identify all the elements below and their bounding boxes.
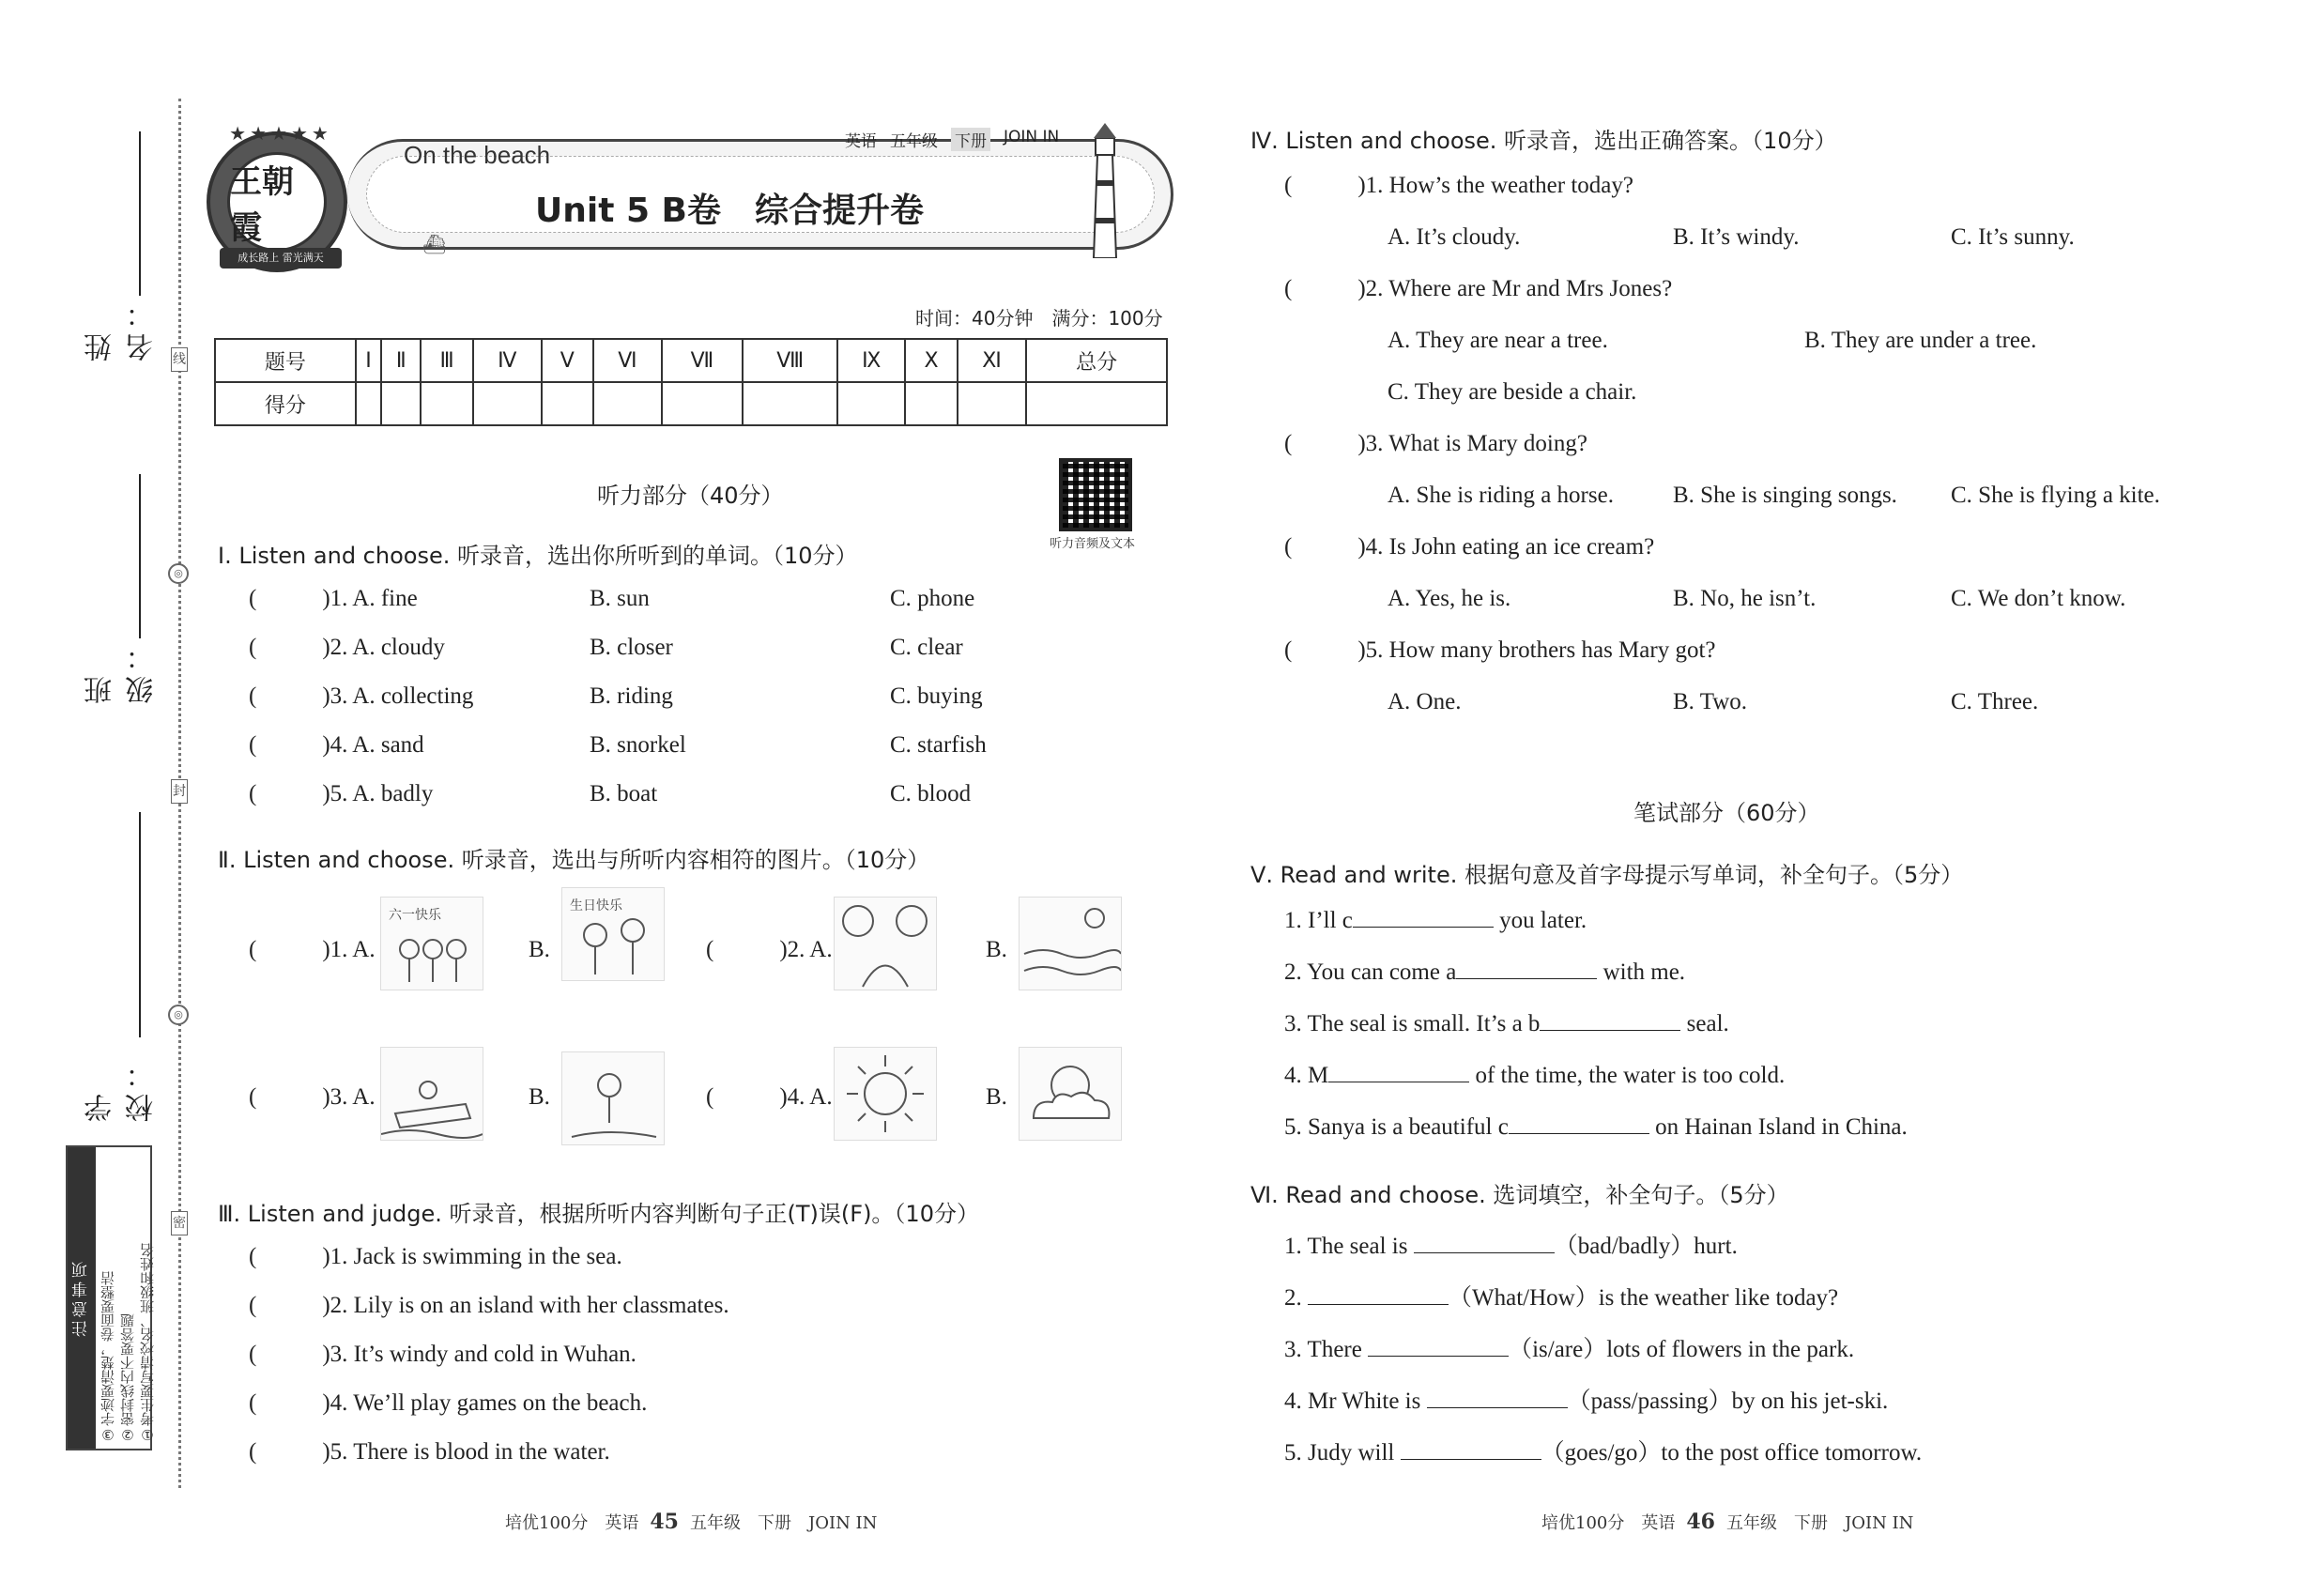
option-b: B. No, he isn’t. bbox=[1673, 586, 1817, 611]
seal-mark-secret: 密 bbox=[171, 1211, 188, 1235]
list-item: ( )5. How many brothers has Mary got? bbox=[1284, 637, 1716, 663]
score-cell-header: Ⅸ bbox=[837, 339, 905, 382]
option-b: B. They are under a tree. bbox=[1804, 328, 2037, 353]
score-cell-header: Ⅴ bbox=[542, 339, 594, 382]
section-1-title: Ⅰ. Listen and choose. 听录音，选出你所听到的单词。（10分） bbox=[218, 543, 858, 569]
score-cell-header: Ⅱ bbox=[381, 339, 421, 382]
list-item: ( )1. How’s the weather today? bbox=[1284, 173, 1633, 198]
list-item: 4. Mr White is （pass/passing）by on his jet-ski. bbox=[1284, 1389, 1889, 1414]
option-c: C. buying bbox=[890, 683, 983, 709]
option-a: A. It’s cloudy. bbox=[1388, 224, 1521, 250]
notice-line: ②密封线内不要答题 bbox=[119, 1313, 136, 1443]
fill-blank[interactable] bbox=[1414, 1233, 1555, 1253]
school-input-line[interactable] bbox=[139, 812, 141, 1037]
page-number: 46 bbox=[1686, 1510, 1715, 1534]
notice-line: ①考生要写清校名、班级和姓名 bbox=[139, 1243, 156, 1443]
option-c: C. starfish bbox=[890, 732, 987, 758]
name-label: 姓名： bbox=[84, 294, 159, 361]
publisher-logo bbox=[207, 124, 347, 272]
score-row-label: 得分 bbox=[215, 382, 356, 425]
score-input-cell[interactable] bbox=[1026, 382, 1167, 425]
ship-icon: ⛴ bbox=[422, 235, 447, 255]
list-item: 3. There （is/are）lots of flowers in the park. bbox=[1284, 1337, 1855, 1362]
score-cell-header: Ⅲ bbox=[421, 339, 473, 382]
list-item: ( )2. Where are Mr and Mrs Jones? bbox=[1284, 276, 1673, 301]
option-c: C. They are beside a chair. bbox=[1388, 379, 1637, 405]
logo-ribbon: 成长路上 雷光满天 bbox=[220, 248, 342, 269]
picture-boy-beach[interactable] bbox=[561, 1051, 665, 1145]
seal-mark-seal: 封 bbox=[171, 779, 188, 804]
page-footer-right: 培优100分 英语 46 五年级 下册 JOIN IN bbox=[1541, 1510, 1914, 1534]
list-item: ( )1. Jack is swimming in the sea. bbox=[249, 1244, 622, 1269]
notice-title: 注意事项 bbox=[68, 1147, 96, 1449]
list-item: ( )4. A. sand bbox=[249, 732, 424, 758]
score-input-cell[interactable] bbox=[743, 382, 837, 425]
score-cell-header: 题号 bbox=[215, 339, 356, 382]
page-footer-left: 培优100分 英语 45 五年级 下册 JOIN IN bbox=[505, 1510, 878, 1534]
logo-text: 王朝霞 bbox=[227, 152, 327, 252]
list-item: ( )2. Lily is on an island with her classmates. bbox=[249, 1293, 729, 1318]
list-item: ( )4. Is John eating an ice cream? bbox=[1284, 534, 1655, 560]
lighthouse-icon bbox=[1084, 117, 1126, 258]
section-6-title: Ⅵ. Read and choose. 选词填空，补全句子。（5分） bbox=[1250, 1182, 1789, 1208]
binding-hole: ◎ bbox=[168, 1005, 189, 1025]
option-b: B. bbox=[529, 1084, 550, 1110]
tag-volume: 下册 bbox=[951, 128, 990, 151]
list-item: 1. The seal is （bad/badly）hurt. bbox=[1284, 1234, 1738, 1259]
score-cell-header: Ⅰ bbox=[356, 339, 382, 382]
sun-icon bbox=[835, 1048, 936, 1140]
list-item: ( )3. It’s windy and cold in Wuhan. bbox=[249, 1342, 636, 1367]
option-a: A. They are near a tree. bbox=[1388, 328, 1608, 353]
score-cell-header: Ⅷ bbox=[743, 339, 837, 382]
option-c: C. Three. bbox=[1951, 689, 2039, 714]
list-item: 1. I’ll c you later. bbox=[1284, 908, 1587, 933]
option-c: C. blood bbox=[890, 781, 972, 806]
option-b: B. bbox=[529, 937, 550, 962]
fill-blank[interactable] bbox=[1368, 1336, 1509, 1357]
page-title: Unit 5 B卷 综合提升卷 bbox=[535, 192, 924, 230]
option-a: A. Yes, he is. bbox=[1388, 586, 1511, 611]
picture-birthday[interactable]: 生日快乐 bbox=[561, 887, 665, 981]
score-table bbox=[214, 338, 1168, 426]
option-c: C. We don’t know. bbox=[1951, 586, 2126, 611]
score-input-cell[interactable] bbox=[542, 382, 594, 425]
score-input-cell[interactable] bbox=[473, 382, 542, 425]
binding-hole: ◎ bbox=[168, 563, 189, 584]
list-item: 5. Judy will （goes/go）to the post office tomorrow. bbox=[1284, 1440, 1923, 1466]
notice-box bbox=[66, 1145, 156, 1450]
score-input-cell[interactable] bbox=[593, 382, 662, 425]
option-b: B. bbox=[986, 1084, 1007, 1110]
tag-subject: 英语 bbox=[845, 132, 877, 151]
option-b: B. She is singing songs. bbox=[1673, 483, 1897, 508]
writing-part-title: 笔试部分（60分） bbox=[1633, 800, 1820, 826]
picture-sun-sea[interactable] bbox=[1019, 897, 1122, 990]
score-cell-header: Ⅹ bbox=[905, 339, 958, 382]
book-tags bbox=[845, 128, 1059, 151]
option-b: B. boat bbox=[590, 781, 658, 806]
qr-caption: 听力音频及文本 bbox=[1050, 537, 1136, 551]
page-number: 45 bbox=[650, 1510, 679, 1534]
listening-part-title: 听力部分（40分） bbox=[597, 483, 784, 509]
option-a: A. She is riding a horse. bbox=[1388, 483, 1614, 508]
fill-blank[interactable] bbox=[1509, 1113, 1649, 1134]
picture-children-day[interactable]: 六一快乐 bbox=[380, 897, 483, 990]
list-item: ( )3. What is Mary doing? bbox=[1284, 431, 1587, 456]
score-input-cell[interactable] bbox=[958, 382, 1026, 425]
picture-road-trees[interactable] bbox=[834, 897, 937, 990]
score-cell-header: Ⅵ bbox=[593, 339, 662, 382]
list-item: ( )4. We’ll play games on the beach. bbox=[249, 1390, 648, 1416]
list-item: 5. Sanya is a beautiful c on Hainan Island in China. bbox=[1284, 1114, 1908, 1140]
score-cell-header: 总分 bbox=[1026, 339, 1167, 382]
fill-blank[interactable] bbox=[1401, 1439, 1541, 1460]
fill-blank[interactable] bbox=[1308, 1284, 1449, 1305]
score-input-cell[interactable] bbox=[381, 382, 421, 425]
crown-icon: ★★★★★ bbox=[229, 124, 332, 145]
tag-grade: 五年级 bbox=[890, 132, 938, 151]
list-item: 4. M of the time, the water is too cold. bbox=[1284, 1063, 1786, 1088]
list-item: ( )4. A. bbox=[706, 1084, 833, 1110]
qr-code-icon[interactable] bbox=[1059, 458, 1132, 531]
option-c: C. It’s sunny. bbox=[1951, 224, 2075, 250]
list-item: ( )2. A. cloudy bbox=[249, 635, 445, 660]
score-table-score-row bbox=[215, 382, 1167, 425]
score-input-cell[interactable] bbox=[356, 382, 382, 425]
list-item: 2. （What/How）is the weather like today? bbox=[1284, 1285, 1839, 1311]
option-c: C. clear bbox=[890, 635, 963, 660]
section-5-title: Ⅴ. Read and write. 根据句意及首字母提示写单词，补全句子。（5分） bbox=[1250, 862, 1964, 888]
score-input-cell[interactable] bbox=[905, 382, 958, 425]
unit-topic: On the beach bbox=[404, 141, 551, 169]
option-c: C. She is flying a kite. bbox=[1951, 483, 2160, 508]
option-b: B. riding bbox=[590, 683, 673, 709]
fill-blank[interactable] bbox=[1328, 1062, 1469, 1082]
score-input-cell[interactable] bbox=[837, 382, 905, 425]
list-item: ( )1. A. fine bbox=[249, 586, 418, 611]
list-item: 3. The seal is small. It’s a b seal. bbox=[1284, 1011, 1729, 1036]
list-item: ( )3. A. collecting bbox=[249, 683, 474, 709]
list-item: ( )2. A. bbox=[706, 937, 833, 962]
option-c: C. phone bbox=[890, 586, 975, 611]
option-b: B. sun bbox=[590, 586, 650, 611]
name-input-line[interactable] bbox=[139, 131, 141, 296]
picture-sunny[interactable] bbox=[834, 1047, 937, 1141]
option-b: B. It’s windy. bbox=[1673, 224, 1800, 250]
score-table-header-row bbox=[215, 339, 1167, 382]
time-score-info: 时间：40分钟 满分：100分 bbox=[915, 307, 1163, 330]
fill-blank[interactable] bbox=[1540, 1010, 1680, 1031]
list-item: ( )1. A. bbox=[249, 937, 376, 962]
section-4-title: Ⅳ. Listen and choose. 听录音，选出正确答案。（10分） bbox=[1250, 128, 1837, 154]
picture-jet-ski[interactable] bbox=[380, 1047, 483, 1141]
fill-blank[interactable] bbox=[1353, 907, 1494, 928]
class-label: 班级： bbox=[84, 637, 159, 704]
option-b: B. closer bbox=[590, 635, 673, 660]
picture-cloudy[interactable] bbox=[1019, 1047, 1122, 1141]
section-2-title: Ⅱ. Listen and choose. 听录音，选出与所听内容相符的图片。（10分） bbox=[218, 847, 930, 873]
fill-blank[interactable] bbox=[1427, 1388, 1568, 1408]
header-banner bbox=[207, 122, 1173, 263]
cloud-icon bbox=[1020, 1048, 1121, 1140]
score-cell-header: Ⅶ bbox=[662, 339, 744, 382]
option-b: B. bbox=[986, 937, 1007, 962]
score-cell-header: Ⅳ bbox=[473, 339, 542, 382]
list-item: 2. You can come a with me. bbox=[1284, 959, 1686, 985]
option-b: B. Two. bbox=[1673, 689, 1748, 714]
score-input-cell[interactable] bbox=[421, 382, 473, 425]
score-cell-header: Ⅺ bbox=[958, 339, 1026, 382]
seal-mark-line: 线 bbox=[171, 347, 188, 372]
section-3-title: Ⅲ. Listen and judge. 听录音，根据所听内容判断句子正(T)误(F)。（10分） bbox=[218, 1201, 979, 1227]
notice-line: ③字迹要清楚，卷面要整洁 bbox=[100, 1271, 116, 1443]
tag-edition: JOIN IN bbox=[1004, 128, 1060, 146]
score-input-cell[interactable] bbox=[662, 382, 744, 425]
class-input-line[interactable] bbox=[139, 474, 141, 638]
school-label: 学校： bbox=[84, 1054, 159, 1122]
list-item: ( )5. There is blood in the water. bbox=[249, 1439, 610, 1465]
option-a: A. One. bbox=[1388, 689, 1462, 714]
option-b: B. snorkel bbox=[590, 732, 686, 758]
fill-blank[interactable] bbox=[1456, 959, 1597, 979]
list-item: ( )3. A. bbox=[249, 1084, 376, 1110]
list-item: ( )5. A. badly bbox=[249, 781, 434, 806]
